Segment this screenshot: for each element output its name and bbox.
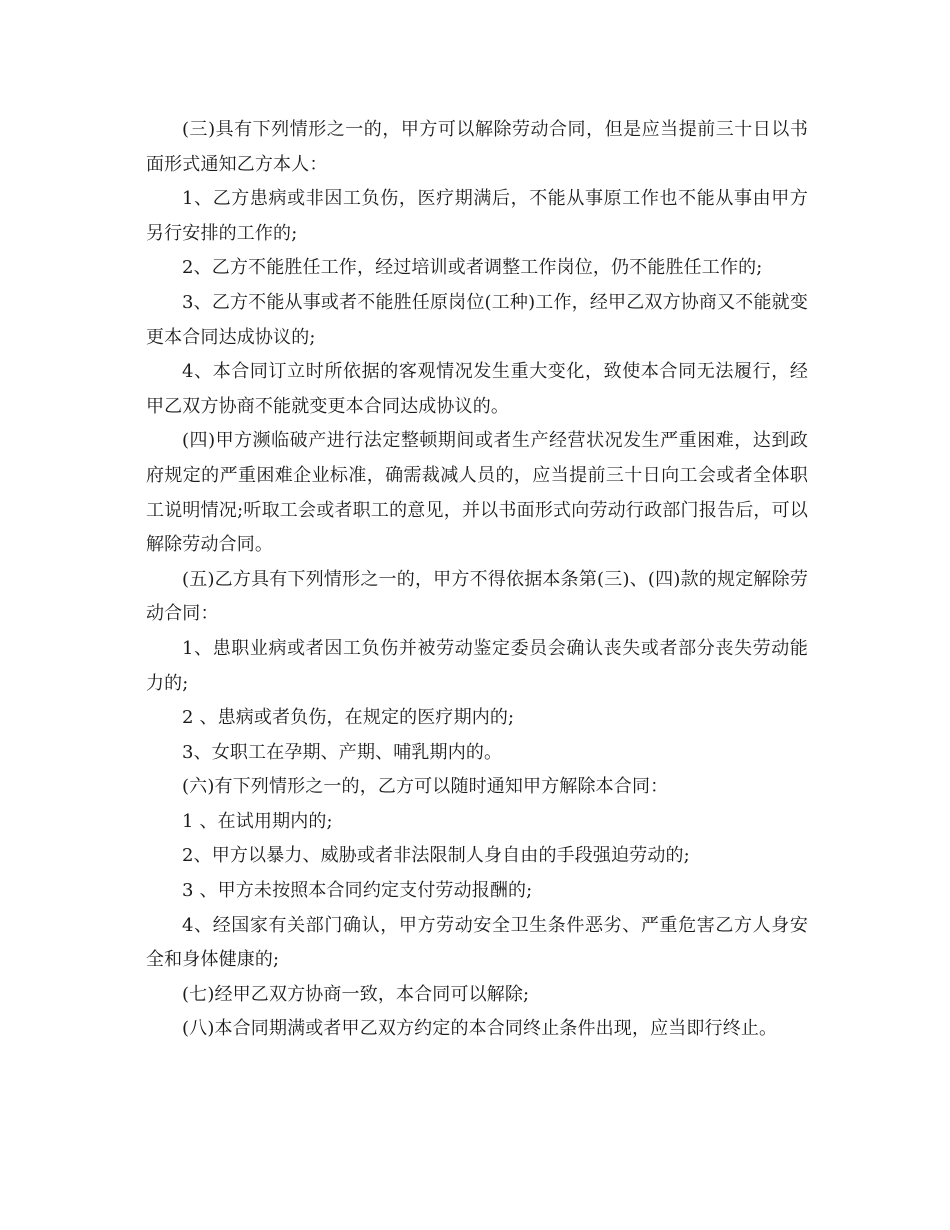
paragraph-clause-3-item-4: 4、本合同订立时所依据的客观情况发生重大变化，致使本合同无法履行，经甲乙双方协商不能就变更本合同达成协议的。 [146,361,808,417]
paragraph-clause-7: (七)经甲乙双方协商一致，本合同可以解除; [182,983,530,1005]
paragraph-clause-5-item-3: 3、女职工在孕期、产期、哺乳期内的。 [182,741,503,763]
paragraph-clause-6-item-3: 3 、甲方未按照本合同约定支付劳动报酬的; [182,880,533,902]
paragraph-clause-6-item-4: 4、经国家有关部门确认，甲方劳动安全卫生条件恶劣、严重危害乙方人身安全和身体健康的; [146,914,808,971]
paragraph-clause-5-item-2: 2 、患病或者负伤，在规定的医疗期内的; [182,707,515,729]
paragraph-clause-5: (五)乙方具有下列情形之一的，甲方不得依据本条第(三)、(四)款的规定解除劳动合同： [146,568,808,625]
paragraph-clause-3-item-3: 3、乙方不能从事或者不能胜任原岗位(工种)工作，经甲乙双方协商又不能就变更本合同达成协议的; [146,291,808,348]
paragraph-clause-5-item-1: 1、患职业病或者因工负伤并被劳动鉴定委员会确认丧失或者部分丧失劳动能力的; [146,637,808,694]
paragraph-clause-6-item-1: 1 、在试用期内的; [182,810,333,832]
document-body [146,113,808,1047]
paragraph-clause-6-item-2: 2、甲方以暴力、威胁或者非法限制人身自由的手段强迫劳动的; [182,845,690,867]
paragraph-clause-4: (四)甲方濒临破产进行法定整顿期间或者生产经营状况发生严重困难，达到政府规定的严重困难企业标准，确需裁减人员的，应当提前三十日向工会或者全体职工说明情况;听取工会或者职工的意见，并以书面形式向劳动行政部门报告后，可以解除劳动合同。 [146,430,808,556]
paragraph-clause-3: (三)具有下列情形之一的，甲方可以解除劳动合同，但是应当提前三十日以书面形式通知乙方本人： [146,119,808,175]
paragraph-clause-3-item-1: 1、乙方患病或非因工负伤，医疗期满后，不能从事原工作也不能从事由甲方另行安排的工作的; [146,188,808,244]
paragraph-clause-6: (六)有下列情形之一的，乙方可以随时通知甲方解除本合同： [182,776,669,798]
paragraph-clause-8: (八)本合同期满或者甲乙双方约定的本合同终止条件出现，应当即行终止。 [182,1018,778,1040]
paragraph-clause-3-item-2: 2、乙方不能胜任工作，经过培训或者调整工作岗位，仍不能胜任工作的; [182,257,763,279]
